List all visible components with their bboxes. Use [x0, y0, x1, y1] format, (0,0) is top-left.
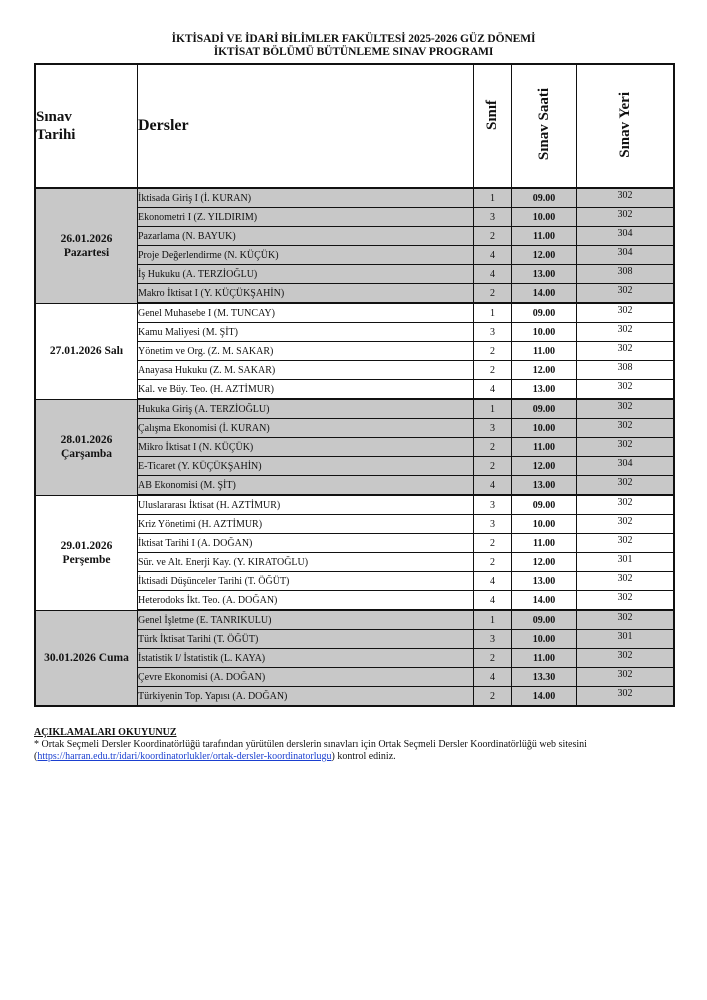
- exam-time: 12.00: [512, 246, 577, 265]
- course-name: Türkiyenin Top. Yapısı (A. DOĞAN): [138, 687, 474, 707]
- exam-row: [35, 399, 674, 419]
- exam-time: 11.00: [512, 342, 577, 361]
- class-year: 2: [474, 227, 512, 246]
- exam-time: 14.00: [512, 284, 577, 304]
- class-year: 4: [474, 380, 512, 400]
- exam-schedule-table: [34, 63, 675, 707]
- exam-weekday: Salı: [104, 345, 124, 357]
- exam-time: 09.00: [512, 495, 577, 515]
- exam-weekday: Perşembe: [62, 553, 111, 566]
- course-name: Mikro İktisat I (N. KÜÇÜK): [138, 438, 474, 457]
- course-name: Kamu Maliyesi (M. ŞİT): [138, 323, 474, 342]
- exam-room: 302: [577, 419, 675, 438]
- exam-room: 302: [577, 188, 675, 208]
- exam-time: 10.00: [512, 515, 577, 534]
- exam-date-cell: [35, 188, 138, 303]
- course-name: İktisada Giriş I (İ. KURAN): [138, 188, 474, 208]
- class-year: 2: [474, 361, 512, 380]
- exam-room: 302: [577, 476, 675, 496]
- exam-time: 09.00: [512, 188, 577, 208]
- exam-time: 12.00: [512, 457, 577, 476]
- course-name: Heterodoks İkt. Teo. (A. DOĞAN): [138, 591, 474, 611]
- exam-time: 12.00: [512, 553, 577, 572]
- course-name: Makro İktisat I (Y. KÜÇÜKŞAHİN): [138, 284, 474, 304]
- exam-weekday: Pazartesi: [63, 246, 110, 259]
- exam-time: 13.00: [512, 572, 577, 591]
- class-year: 1: [474, 399, 512, 419]
- exam-room: 304: [577, 457, 675, 476]
- exam-time: 11.00: [512, 438, 577, 457]
- class-year: 3: [474, 630, 512, 649]
- course-name: Sür. ve Alt. Enerji Kay. (Y. KIRATOĞLU): [138, 553, 474, 572]
- class-year: 2: [474, 438, 512, 457]
- course-name: Uluslararası İktisat (H. AZTİMUR): [138, 495, 474, 515]
- exam-date: 30.01.2026: [44, 651, 96, 664]
- header-row: [35, 64, 674, 188]
- exam-room: 302: [577, 687, 675, 707]
- exam-time: 13.00: [512, 265, 577, 284]
- title-line-1: İKTİSADİ VE İDARİ BİLİMLER FAKÜLTESİ 2025-2026 GÜZ DÖNEMİ: [171, 33, 536, 45]
- class-year: 2: [474, 342, 512, 361]
- course-name: Hukuka Giriş (A. TERZİOĞLU): [138, 399, 474, 419]
- exam-weekday: Çarşamba: [60, 448, 113, 460]
- class-year: 4: [474, 476, 512, 496]
- class-year: 4: [474, 591, 512, 611]
- exam-room: 302: [577, 323, 675, 342]
- exam-date: 28.01.2026: [60, 434, 113, 446]
- exam-room: 302: [577, 610, 675, 630]
- exam-time: 10.00: [512, 630, 577, 649]
- exam-time: 11.00: [512, 227, 577, 246]
- exam-room: 302: [577, 380, 675, 400]
- exam-room: 301: [577, 553, 675, 572]
- exam-room: 302: [577, 649, 675, 668]
- class-year: 2: [474, 687, 512, 707]
- class-year: 1: [474, 303, 512, 323]
- course-name: Proje Değerlendirme (N. KÜÇÜK): [138, 246, 474, 265]
- exam-room: 302: [577, 534, 675, 553]
- header-courses: Dersler: [138, 64, 474, 188]
- exam-room: 301: [577, 630, 675, 649]
- document-title: [0, 33, 707, 59]
- exam-time: 10.00: [512, 208, 577, 227]
- exam-room: 302: [577, 208, 675, 227]
- exam-row: [35, 610, 674, 630]
- exam-time: 14.00: [512, 687, 577, 707]
- exam-time: 09.00: [512, 399, 577, 419]
- class-year: 1: [474, 188, 512, 208]
- course-name: Pazarlama (N. BAYUK): [138, 227, 474, 246]
- exam-room: 308: [577, 265, 675, 284]
- class-year: 3: [474, 515, 512, 534]
- exam-time: 13.30: [512, 668, 577, 687]
- exam-date: 29.01.2026: [60, 539, 113, 552]
- exam-date-cell: [35, 399, 138, 495]
- class-year: 3: [474, 495, 512, 515]
- notes-text: * Ortak Seçmeli Dersler Koordinatörlüğü tarafından yürütülen derslerin sınavları için Ortak Seçmeli Dersler Koordinatörlüğü web sitesini (https://harran.edu.tr/idari/koordinatorlukler/ortak-dersler-koordinatorlugu) kontrol ediniz.: [34, 739, 587, 762]
- course-name: Genel Muhasebe I (M. TUNCAY): [138, 303, 474, 323]
- course-name: Yönetim ve Org. (Z. M. SAKAR): [138, 342, 474, 361]
- exam-room: 308: [577, 361, 675, 380]
- exam-date-cell: [35, 495, 138, 610]
- exam-time: 14.00: [512, 591, 577, 611]
- course-name: İktisat Tarihi I (A. DOĞAN): [138, 534, 474, 553]
- exam-room: 302: [577, 438, 675, 457]
- course-name: Çalışma Ekonomisi (İ. KURAN): [138, 419, 474, 438]
- course-name: Kriz Yönetimi (H. AZTİMUR): [138, 515, 474, 534]
- course-name: E-Ticaret (Y. KÜÇÜKŞAHİN): [138, 457, 474, 476]
- class-year: 2: [474, 534, 512, 553]
- class-year: 3: [474, 323, 512, 342]
- coordinator-website-link[interactable]: https://harran.edu.tr/idari/koordinatorlukler/ortak-dersler-koordinatorlugu: [37, 751, 332, 762]
- class-year: 2: [474, 457, 512, 476]
- exam-room: 302: [577, 495, 675, 515]
- course-name: AB Ekonomisi (M. ŞİT): [138, 476, 474, 496]
- course-name: Ekonometri I (Z. YILDIRIM): [138, 208, 474, 227]
- class-year: 2: [474, 284, 512, 304]
- header-exam-room: Sınav Yeri: [577, 64, 675, 188]
- course-name: Türk İktisat Tarihi (T. ÖĞÜT): [138, 630, 474, 649]
- course-name: Anayasa Hukuku (Z. M. SAKAR): [138, 361, 474, 380]
- class-year: 4: [474, 246, 512, 265]
- exam-time: 12.00: [512, 361, 577, 380]
- exam-row: [35, 303, 674, 323]
- header-class: Sınıf: [474, 64, 512, 188]
- class-year: 4: [474, 668, 512, 687]
- exam-room: 302: [577, 668, 675, 687]
- exam-date-cell: [35, 303, 138, 399]
- exam-room: 302: [577, 591, 675, 611]
- notes-heading: AÇIKLAMALARI OKUYUNUZ: [34, 727, 177, 738]
- class-year: 4: [474, 572, 512, 591]
- exam-room: 304: [577, 246, 675, 265]
- exam-date: 27.01.2026: [49, 345, 102, 357]
- exam-room: 302: [577, 303, 675, 323]
- notes-section: [34, 727, 684, 763]
- exam-date-cell: [35, 610, 138, 706]
- exam-room: 302: [577, 284, 675, 304]
- class-year: 2: [474, 649, 512, 668]
- exam-row: [35, 188, 674, 208]
- exam-room: 302: [577, 342, 675, 361]
- header-exam-time: Sınav Saati: [512, 64, 577, 188]
- exam-time: 09.00: [512, 610, 577, 630]
- course-name: Genel İşletme (E. TANRIKULU): [138, 610, 474, 630]
- exam-room: 302: [577, 399, 675, 419]
- class-year: 1: [474, 610, 512, 630]
- title-line-2: İKTİSAT BÖLÜMÜ BÜTÜNLEME SINAV PROGRAMI: [213, 46, 494, 58]
- exam-time: 11.00: [512, 649, 577, 668]
- class-year: 2: [474, 553, 512, 572]
- exam-room: 304: [577, 227, 675, 246]
- exam-room: 302: [577, 515, 675, 534]
- course-name: İktisadi Düşünceler Tarihi (T. ÖĞÜT): [138, 572, 474, 591]
- course-name: İş Hukuku (A. TERZİOĞLU): [138, 265, 474, 284]
- exam-time: 13.00: [512, 476, 577, 496]
- exam-row: [35, 495, 674, 515]
- schedule-body: [35, 188, 674, 706]
- class-year: 3: [474, 208, 512, 227]
- class-year: 3: [474, 419, 512, 438]
- exam-time: 09.00: [512, 303, 577, 323]
- exam-time: 11.00: [512, 534, 577, 553]
- course-name: İstatistik I/ İstatistik (L. KAYA): [138, 649, 474, 668]
- exam-time: 13.00: [512, 380, 577, 400]
- course-name: Çevre Ekonomisi (A. DOĞAN): [138, 668, 474, 687]
- exam-weekday: Cuma: [98, 651, 129, 664]
- class-year: 4: [474, 265, 512, 284]
- course-name: Kal. ve Büy. Teo. (H. AZTİMUR): [138, 380, 474, 400]
- exam-time: 10.00: [512, 419, 577, 438]
- exam-date: 26.01.2026: [60, 232, 113, 245]
- exam-room: 302: [577, 572, 675, 591]
- exam-time: 10.00: [512, 323, 577, 342]
- header-exam-date: Sınav Tarihi: [35, 64, 138, 188]
